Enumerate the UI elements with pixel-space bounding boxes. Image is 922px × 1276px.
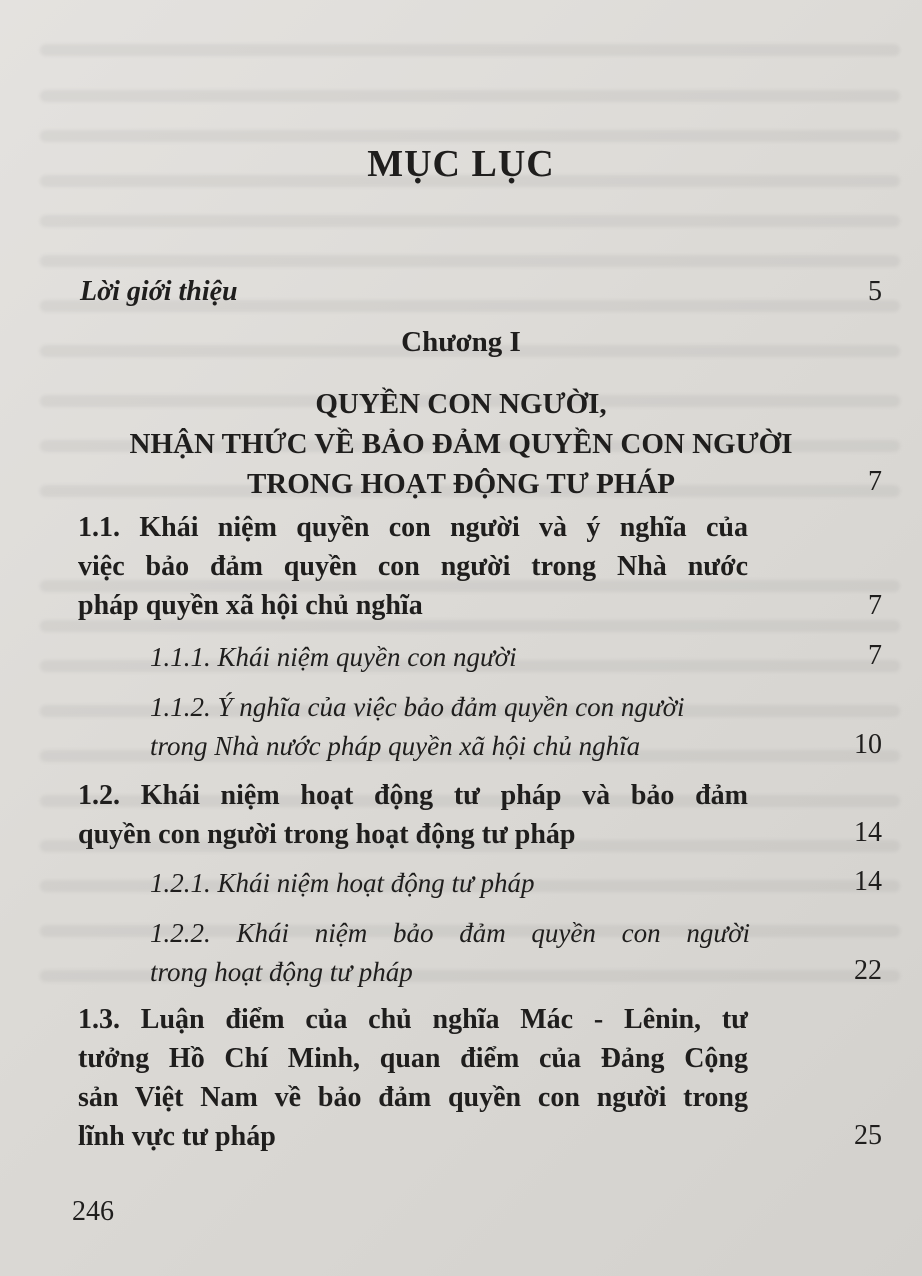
page-title: MỤC LỤC	[367, 143, 555, 185]
toc-intro-label: Lời giới thiệu	[80, 276, 238, 307]
toc-entry-line: 1.3. Luận điểm của chủ nghĩa Mác - Lênin, tư	[78, 1004, 748, 1035]
toc-entry-line: việc bảo đảm quyền con người trong Nhà nước	[78, 551, 748, 582]
toc-page-number: 5	[868, 276, 882, 307]
toc-page-number: 7	[868, 640, 882, 671]
toc-entry-line: 1.1.1. Khái niệm quyền con người	[150, 642, 517, 672]
toc-entry-1-1-1[interactable]	[0, 638, 922, 680]
toc-intro-row[interactable]	[0, 272, 922, 312]
chapter-title-line: NHẬN THỨC VỀ BẢO ĐẢM QUYỀN CON NGƯỜI	[129, 428, 793, 460]
toc-entry-line: 1.2. Khái niệm hoạt động tư pháp và bảo đảm	[78, 780, 748, 811]
toc-entry-line: trong hoạt động tư pháp	[150, 957, 413, 987]
toc-page-number: 22	[854, 955, 882, 986]
toc-entry-line: 1.1. Khái niệm quyền con người và ý nghĩa của	[78, 512, 748, 543]
toc-entry-1-2-2[interactable]	[0, 914, 922, 994]
chapter-title-line: TRONG HOẠT ĐỘNG TƯ PHÁP	[246, 468, 676, 500]
toc-chapter-row[interactable]	[0, 384, 922, 508]
toc-page-number: 14	[854, 866, 882, 897]
toc-entry-line: trong Nhà nước pháp quyền xã hội chủ nghĩa	[150, 731, 641, 761]
toc-entry-1-3[interactable]	[0, 1000, 922, 1160]
toc-page-number: 25	[854, 1120, 882, 1151]
toc-entry-1-1[interactable]	[0, 508, 922, 628]
toc-page-number: 7	[868, 590, 882, 621]
toc-entry-line: 1.2.1. Khái niệm hoạt động tư pháp	[150, 868, 535, 898]
toc-entry-1-2[interactable]	[0, 776, 922, 856]
toc-entry-1-2-1[interactable]	[0, 864, 922, 906]
toc-entry-line: lĩnh vực tư pháp	[78, 1121, 276, 1152]
chapter-label: Chương I	[401, 326, 521, 358]
toc-entry-line: tưởng Hồ Chí Minh, quan điểm của Đảng Cộng	[78, 1043, 748, 1074]
toc-entry-line: 1.1.2. Ý nghĩa của việc bảo đảm quyền con người	[150, 692, 685, 722]
chapter-title-line: QUYỀN CON NGƯỜI,	[315, 388, 607, 420]
toc-page-number: 14	[854, 817, 882, 848]
toc-entry-line: quyền con người trong hoạt động tư pháp	[78, 819, 576, 850]
toc-entry-line: sản Việt Nam về bảo đảm quyền con người trong	[78, 1082, 748, 1113]
page-folio-number: 246	[72, 1196, 114, 1227]
toc-entry-line: pháp quyền xã hội chủ nghĩa	[78, 590, 423, 621]
toc-page-number: 7	[868, 466, 882, 497]
toc-entry-line: 1.2.2. Khái niệm bảo đảm quyền con người	[150, 918, 750, 948]
toc-page-number: 10	[854, 729, 882, 760]
toc-entry-1-1-2[interactable]	[0, 688, 922, 768]
